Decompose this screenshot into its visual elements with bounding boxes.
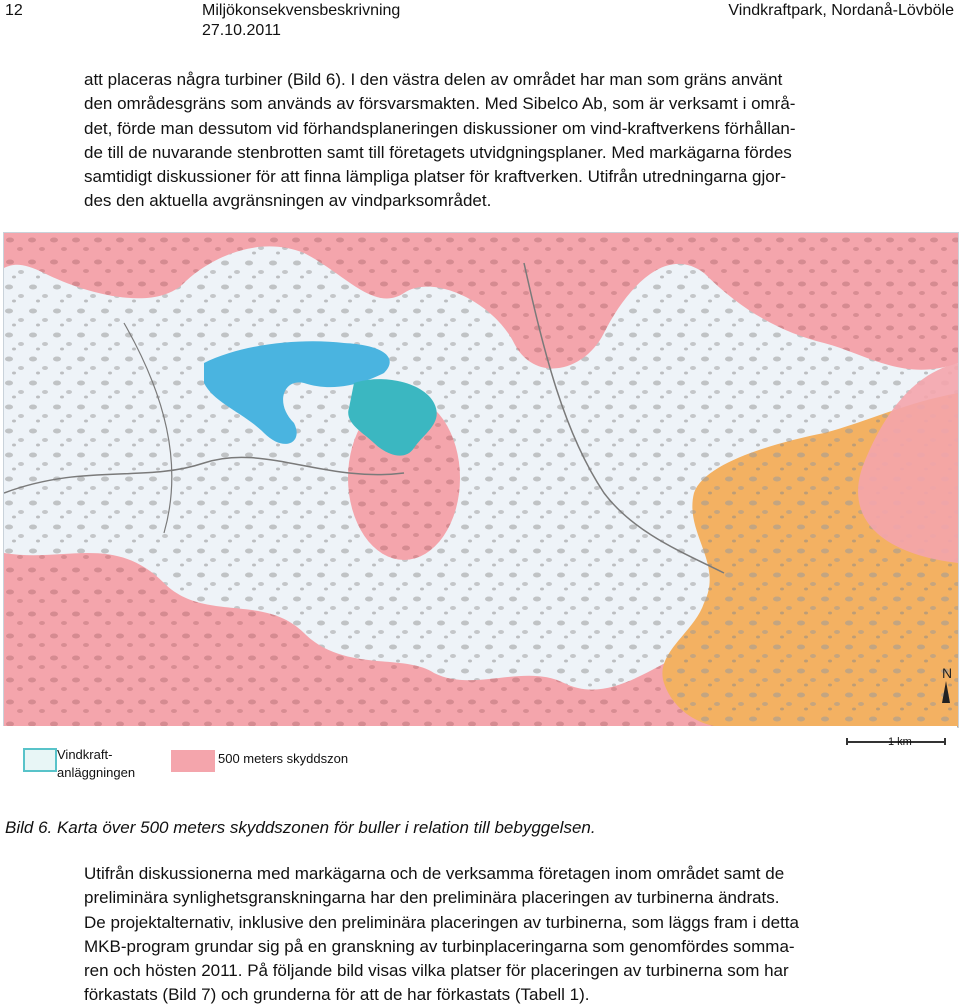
page-number: 12 xyxy=(5,2,23,19)
project-name: Vindkraftpark, Nordanå-Lövböle xyxy=(728,2,954,19)
text-line: MKB-program grundar sig på en granskning av turbinplaceringarna som genomfördes somma- xyxy=(84,936,795,956)
page-header xyxy=(0,0,960,44)
legend-label-zone: 500 meters skyddszon xyxy=(218,751,349,766)
legend-swatch-zone xyxy=(171,750,215,772)
scale-label: 1 km xyxy=(888,736,912,748)
text-line: samtidigt diskussioner för att finna lämpliga platser för kraftverken. Utifrån utredningarna gjor- xyxy=(84,167,787,187)
text-line: att placeras några turbiner (Bild 6). I den västra delen av området har man som gräns använt xyxy=(84,70,783,89)
text-line: de till de nuvarande stenbrotten samt till företagets utvidgningsplaner. Med markägarna fördes xyxy=(84,142,792,162)
legend-label-plant: Vindkraft- anläggningen xyxy=(57,747,136,780)
text-line: des den aktuella avgränsningen av vindparksområdet. xyxy=(84,191,492,211)
intro-paragraph xyxy=(84,68,954,214)
text-line: förkastats (Bild 7) och grunderna för att de har förkastats (Tabell 1). xyxy=(84,985,590,1005)
document-title: Miljökonsekvensbeskrivning xyxy=(202,2,401,19)
text-line: det, förde man dessutom vid förhandsplaneringen diskussioner om vind-kraftverkens förhållan- xyxy=(84,118,796,138)
map-legend xyxy=(3,726,957,796)
text-line: ren och hösten 2011. På följande bild visas vilka platser för placeringen av turbinerna som har xyxy=(84,961,789,981)
text-line: den områdesgräns som används av försvarsmakten. Med Sibelco Ab, som är verksamt i områ- xyxy=(84,94,796,114)
figure-caption: Bild 6. Karta över 500 meters skyddszonen för buller i relation till bebyggelsen. xyxy=(5,818,596,837)
text-line: Utifrån diskussionerna med markägarna och de verksamma företagen inom området samt de xyxy=(84,864,785,883)
protection-zone-map xyxy=(3,232,959,728)
map-image xyxy=(4,233,958,727)
document-date: 27.10.2011 xyxy=(202,22,281,39)
text-line: De projektalternativ, inklusive den preliminära placeringen av turbinerna, som läggs fram i detta xyxy=(84,912,799,932)
body-paragraph xyxy=(84,862,954,1008)
north-arrow: N xyxy=(942,665,953,681)
text-line: preliminära synlighetsgranskningarna har den preliminära placeringen av turbinerna ändrats. xyxy=(84,888,780,908)
legend-swatch-plant xyxy=(23,748,57,772)
